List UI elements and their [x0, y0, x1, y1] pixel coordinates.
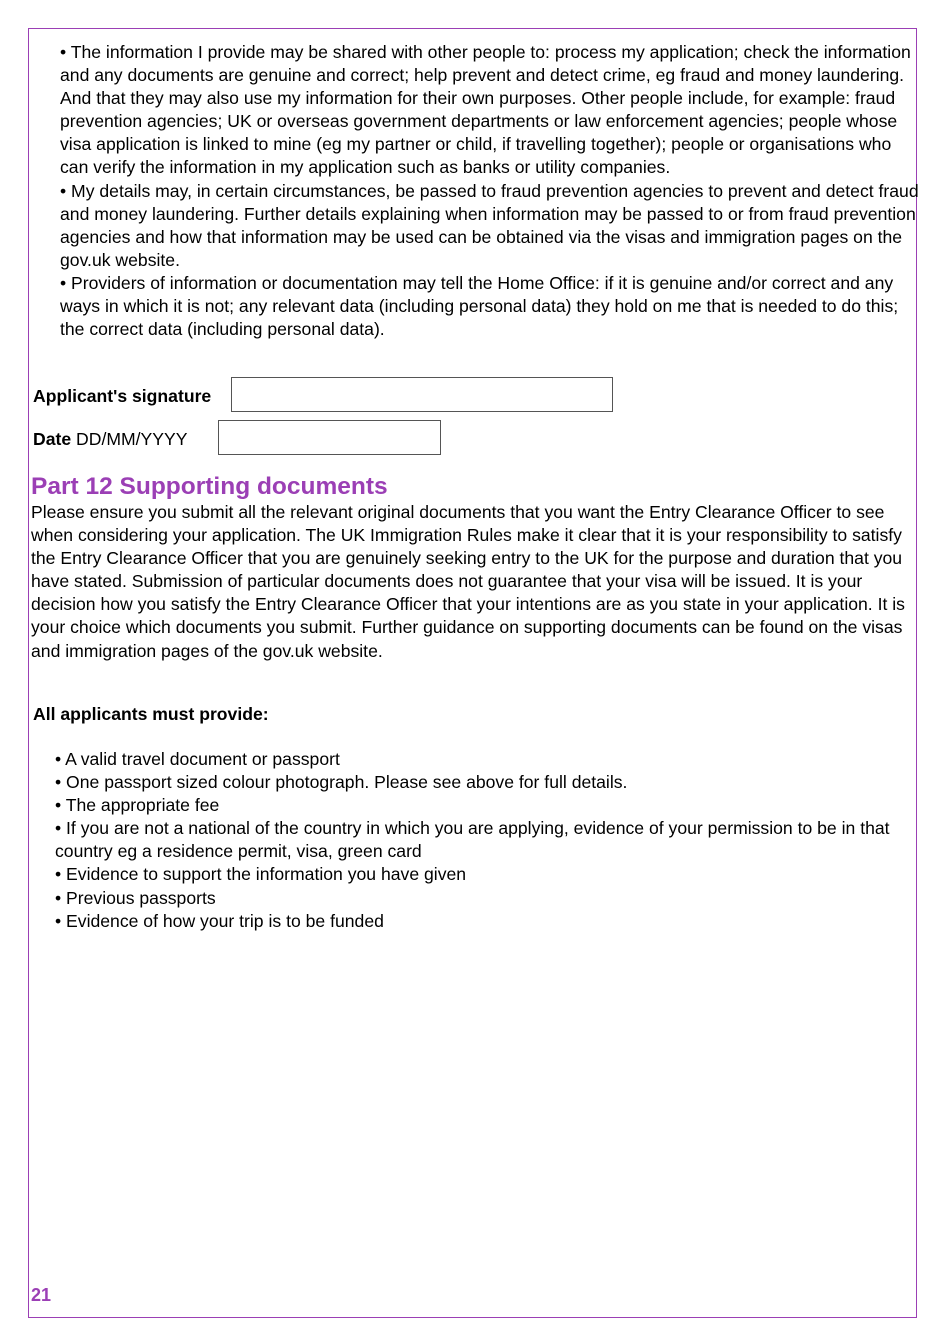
date-format-hint: DD/MM/YYYY [76, 429, 188, 449]
page-number: 21 [31, 1285, 52, 1305]
must-provide-heading: All applicants must provide: [33, 704, 269, 724]
section-intro: Please ensure you submit all the relevant original documents that you want the Entry Clearance Officer to see when considering your application. The UK Immigration Rules make it clear that it is your responsibility to satisfy the Entry Clearance Officer that you are genuinely seeking entry to the UK for the purpose and duration that you have stated. Submission of particular documents does not guarantee that your visa will be issued. It is your decision how you satisfy the Entry Clearance Officer that your intentions are as you state in your application. It is your choice which documents you submit. Further guidance on supporting documents can be found on the visas and immigration pages of the gov.uk website. [31, 502, 905, 661]
date-label: Date DD/MM/YYYY [33, 429, 188, 449]
list-item: • Evidence of how your trip is to be funded [55, 910, 384, 931]
section-heading: Part 12 Supporting documents [31, 473, 388, 500]
declaration-item-providers: • Providers of information or documentation may tell the Home Office: if it is genuine and/or correct and any ways in which it is not; any relevant data (including personal data) they hold on me that is needed to do this; the correct data (including personal data). [60, 272, 899, 340]
declaration-text [60, 41, 920, 341]
list-item: • Previous passports [55, 887, 216, 908]
signature-field[interactable] [231, 377, 613, 412]
date-field[interactable] [218, 420, 441, 455]
signature-label: Applicant's signature [33, 386, 212, 406]
requirements-list [55, 748, 915, 933]
list-item: • One passport sized colour photograph. Please see above for full details. [55, 772, 628, 793]
list-item: • If you are not a national of the country in which you are applying, evidence of your permission to be in that country eg a residence permit, visa, green card [55, 818, 890, 862]
declaration-item-sharing: • The information I provide may be shared with other people to: process my application; check the information and any documents are genuine and correct; help prevent and detect crime, eg fraud and money laundering. And that they may also use my information for their own purposes. Other people include, for example: fraud prevention agencies; UK or overseas government departments or law enforcement agencies; people whose visa application is linked to mine (eg my partner or child, if travelling together); people or organisations who can verify the information in my application such as banks or utility companies. [60, 42, 911, 178]
list-item: • A valid travel document or passport [55, 749, 340, 769]
list-item: • Evidence to support the information you have given [55, 864, 467, 885]
declaration-item-fraud-prevention: • My details may, in certain circumstances, be passed to fraud prevention agencies to prevent and detect fraud and money laundering. Further details explaining when information may be passed to or from fraud prevention agencies and how that information may be used can be obtained via the visas and immigration pages on the gov.uk website. [60, 180, 919, 270]
list-item: • The appropriate fee [55, 795, 220, 816]
